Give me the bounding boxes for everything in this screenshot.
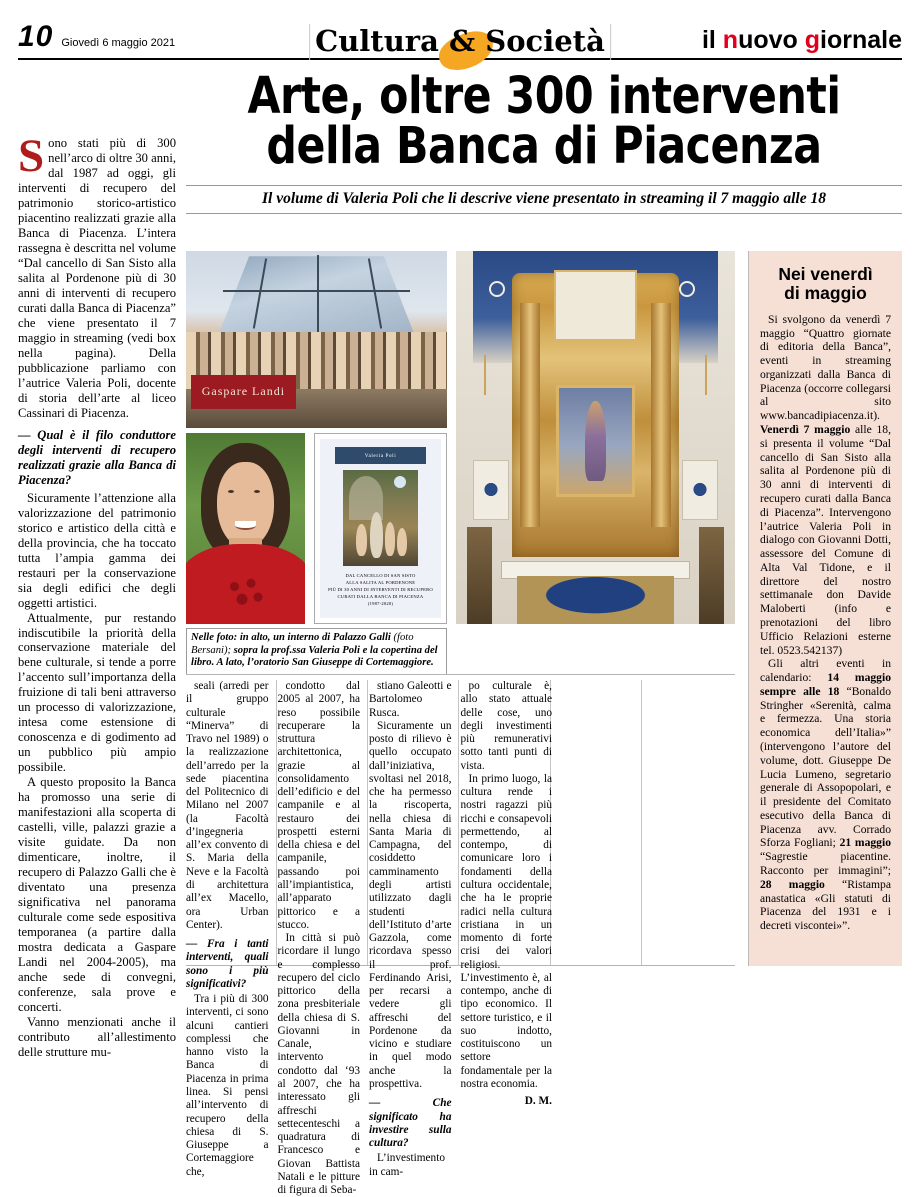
photo-caption-part-1: Nelle foto: in alto, un interno di Palazzo Galli	[191, 632, 394, 643]
page-number: 10	[18, 20, 54, 53]
sidebar-p2-date-28: 28 maggio	[760, 877, 825, 891]
photo-book-cover	[314, 433, 447, 624]
intro-paragraph-2: Sicuramente l’attenzione alla valorizzazione del patrimonio storico e artistico della città e della provincia, che ha toccato tutta l’ampia gamma dei restauri per la conservazione sia degli edifici che degli oggetti artistici.	[18, 490, 176, 610]
sidebar-paragraph-2	[760, 657, 891, 933]
book-cover-artwork	[343, 470, 418, 566]
intro-paragraph-1-text: ono stati più di 300 nell’arco di oltre 30 anni, dal 1987 ad oggi, gli interventi di recupero del patrimonio storico-artistico piacentino realizzati grazie alla Banca di Piacenza. L’intera rassegna è descritta nel volume “Dal cancello di San Sisto alla salita al Pordenone più di 30 anni di interventi di recupero curati dalla Banca di Piacenza” che viene presentato il 7 maggio in streaming (vedi box nella pagina). Della pubblicazione parliamo con l’autrice Valeria Poli, docente di storia dell’arte al liceo Cassinari di Piacenza.	[18, 136, 176, 420]
portrait-necklace	[222, 574, 272, 616]
photo-palazzo-galli	[186, 251, 447, 428]
portrait-face	[217, 462, 274, 548]
oratorio-chandelier-right	[705, 355, 707, 395]
intro-paragraph-4: A questo proposito la Banca ha promosso una serie di manifestazioni alla scoperta di castelli, ville, palazzi grazie a visite guidate. Da non dimenticare, inoltre, il recupero di Palazzo Galli che è diventato una presenza significativa nel panorama culturale come sede espositiva temporanea (a partire dalla mostra dedicata a Gaspare Landi nel 2004-2005), ma anche sede di convegni, conferenze, sala prove e concerti.	[18, 775, 176, 1015]
logo-prefix: il	[701, 26, 723, 54]
section-rule-right	[610, 24, 611, 60]
body-col1-paragraph-1: seali (arredi per il gruppo culturale “Minerva” di Travo nel 1989) o la realizzazione dell’arredo per la sede piacentina del Politecnico di Milano nel 2007 (la Facoltà d’ingegneria all’ex convento di S. Maria della Neve e la Facoltà di architettura all’ex Macello, ora Urban Center).	[186, 680, 269, 931]
body-column-4	[460, 680, 553, 1108]
oratorio-niche	[556, 385, 634, 497]
oratorio-stucco-2	[679, 281, 695, 297]
newspaper-page	[0, 8, 920, 1197]
section-title	[315, 23, 605, 58]
sidebar-p1-date-1: Venerdì 7 maggio	[760, 423, 851, 437]
section-title-part2: Società	[485, 23, 605, 58]
body-separator-top	[186, 674, 735, 675]
book-author: Valeria Poli	[364, 452, 397, 459]
oratorio-door-right	[699, 527, 724, 624]
intro-paragraph-5: Vanno menzionati anche il contributo all’allestimento delle strutture mu-	[18, 1015, 176, 1060]
book-art-figure-3	[385, 522, 396, 557]
headline-block	[186, 67, 902, 214]
masthead-right	[702, 28, 902, 53]
photo-caption-part-2: sopra la prof.ssa Valeria Poli e la copertina del libro. A lato, l’oratorio San Giuseppe di Cortemaggiore.	[191, 644, 438, 668]
sidebar-title-line-1: Nei venerdì	[778, 264, 873, 284]
newspaper-logo[interactable]	[702, 28, 902, 53]
sidebar-title	[760, 265, 891, 303]
oratorio-altar-frontal	[517, 576, 673, 624]
book-title-line-3: PIÙ DI 30 ANNI DI INTERVENTI DI RECUPERO	[328, 587, 433, 593]
body-column-2	[277, 680, 370, 1197]
photo-caption	[186, 628, 447, 675]
photo-oratorio-san-giuseppe	[456, 251, 735, 624]
sidebar-p2-date-14: 14 maggio sempre alle 18	[760, 671, 891, 698]
headline-subhead: Il volume di Valeria Poli che li descrive viene presentato in streaming il 7 maggio alle 18	[186, 185, 902, 214]
intro-question-1: — Qual è il filo conduttore degli interventi di recupero realizzati grazie alla Banca di Piacenza?	[18, 427, 176, 487]
oratorio-chandelier-left	[484, 355, 486, 395]
book-art-moon	[394, 476, 406, 488]
photo-caption-credit: (foto Bersani);	[191, 632, 414, 656]
sidebar-p1-a: Si svolgono da venerdì 7 maggio “Quattro giornate di editoria della Banca”, eventi in streaming organizzati dalla Banca di Piacenza (occorre collegarsi al sito www.bancadipiacenza.it).	[760, 312, 891, 423]
body-col2-paragraph-2: In città si può ricordare il lungo e complesso recupero del ciclo pittorico della zona presbiteriale della chiesa di S. Giovanni in Canale, intervento condotto dal ‘93 al 2007, che ha interessato gli affreschi settecenteschi a quadratura di Francesco e Giovan Battista Natali e le pitture di figura di Seba-	[277, 932, 360, 1197]
headline-line-2: della Banca di Piacenza	[266, 117, 822, 177]
sidebar-p1-c: alle 18, si presenta il volume “Dal cancello di San Sisto alla salita al Pordenone più di 30 anni di interventi di recupero curati dalla Banca di Piacenza”. Intervengono l’autrice Valeria Poli in dialogo con Giovanni Dotti, assessore del Comune di Alta Val Tidone, e il direttore del nostro settimanale don Davide Maloberti (info e prenotazioni del libro Ufficio Relazioni esterne tel. 0523.542137)	[760, 423, 891, 657]
book-title-line-5: (1987-2020)	[367, 601, 394, 607]
body-col4-paragraph-1: po culturale è, allo stato attuale delle cose, uno degli investimenti più remunerativi sotto tanti punti di vista.	[460, 680, 552, 772]
body-column-1	[186, 680, 278, 1178]
oratorio-column-right	[651, 303, 671, 527]
body-col1-question: — Fra i tanti interventi, quali sono i più significativi?	[186, 938, 269, 990]
sidebar-box-nei-venerdi	[748, 251, 902, 966]
sidebar-p2-date-21: 21 maggio	[839, 836, 891, 850]
palazzo-mullion-4	[223, 290, 411, 292]
body-columns	[186, 680, 735, 1197]
body-col3-paragraph-2: Sicuramente un posto di rilievo è quello occupato dall’iniziativa, svoltasi nel 2018, che ha permesso la riscoperta, nella chiesa di Santa Maria di Campagna, del cosiddetto camminamento degli artisti utilizzato dagli studenti dell’Istituto d’arte Gazzola, come ricordava spesso il prof. Ferdinando Arisi, per recarsi a vedere gli affreschi del Pordenone da vicino e studiare in quel modo anche la prospettiva.	[369, 719, 452, 1090]
book-art-figure-1	[356, 524, 367, 557]
intro-paragraph-3: Attualmente, pur restando indiscutibile la priorità della conservazione materiale del bene culturale, si tende a porre l’accento sull’importanza della fruizione di tali beni attraverso un processo di valorizzazione, intesa come estensione di conoscenza e di godimento ad un pubblico più ampio possibile.	[18, 610, 176, 775]
sidebar-paragraph-1	[760, 313, 891, 658]
body-col3-question: — Che significato ha investire sulla cultura?	[369, 1097, 452, 1150]
body-col2-paragraph-1: condotto dal 2005 al 2007, ha reso possibile recuperare la struttura architettonica, grazie al consolidamento dell’edificio e del campanile e al restauro dei prospetti esterni della chiesa e del campanile, passando poi all’impiantistica, all’apparato pittorico e a stucco.	[277, 680, 360, 931]
palazzo-sign-text: Gaspare Landi	[201, 384, 286, 399]
book-author-band	[335, 447, 427, 464]
sidebar-p2-c: “Bonaldo Stringher «Serenità, calma e fermezza. Una storia economica dell’Italia»” (intervengono l’autore del volume, dott. Giuseppe De Lucia Lumeno, segretario generale di Assopopolari, e il presidente del Comitato esecutivo della Banca di Piacenza avv. Corrado Sforza Fogliani;	[760, 684, 891, 850]
drop-cap: S	[18, 130, 45, 182]
photo-valeria-poli	[186, 433, 305, 624]
body-col1-paragraph-2: Tra i più di 300 interventi, ci sono alcuni cantieri complessi che hanno visto la Banca di Piacenza in prima linea. Si pensi all’intervento di recupero della chiesa di S. Giuseppe a Cortemaggiore che,	[186, 993, 269, 1178]
oratorio-inscription-tablet	[554, 270, 638, 341]
sidebar-p2-g: “Ristampa anastatica «Gli statuti di Piacenza del 1931 e i decreti viscontei»”.	[760, 877, 891, 933]
palazzo-mullion-1	[317, 255, 319, 333]
logo-letter-g: g	[804, 26, 821, 54]
oratorio-wall-panel-left	[473, 460, 509, 520]
section-rule-left	[309, 24, 310, 60]
book-cover-inner	[320, 439, 441, 618]
body-col3-paragraph-3: L’investimento in cam-	[369, 1152, 445, 1178]
book-art-figure-2	[370, 512, 383, 558]
section-title-area	[311, 23, 609, 58]
intro-paragraph-1	[18, 130, 176, 421]
intro-column	[18, 130, 176, 1060]
palazzo-exhibition-sign	[191, 375, 295, 409]
sidebar-p2-a: Gli altri eventi in calendario:	[760, 657, 891, 685]
section-title-part1: Cultura	[315, 23, 439, 58]
book-title-line-2: ALLA SALITA AL PORDENONE	[345, 580, 416, 586]
book-title-line-4: CURATI DALLA BANCA DI PIACENZA	[337, 594, 424, 600]
publication-date: Giovedì 6 maggio 2021	[61, 37, 176, 49]
sidebar-title-line-2: di maggio	[784, 282, 867, 303]
oratorio-door-left	[467, 527, 492, 624]
oratorio-wall-panel-right	[682, 460, 718, 520]
headline-line-1: Arte, oltre 300 interventi	[247, 67, 841, 126]
body-col4-paragraph-2: In primo luogo, la cultura rende i nostri ragazzi più ricchi e consapevoli permettendo, al contempo, di comunicare loro i fondamenti della cultura occidentale, che ha le proprie radici nella cultura cristiana in un momento di forte crisi dei valori religiosi. L’investimento è, al contempo, anche di tipo economico. Il settore turistico, e il suo indotto, costituiscono un settore fondamentale per la nostra economia.	[460, 772, 552, 1090]
body-col3-paragraph-1: stiano Galeotti e Bartolomeo Rusca.	[369, 680, 452, 719]
book-art-figure-4	[397, 528, 407, 557]
logo-letter-n: n	[722, 26, 739, 54]
body-column-3	[369, 680, 461, 1178]
sidebar-body	[760, 313, 891, 933]
masthead	[18, 8, 902, 60]
logo-iornale: iornale	[820, 26, 902, 54]
book-title-line-1: DAL CANCELLO DI SAN SISTO	[345, 573, 416, 578]
sidebar-p2-e: “Sagrestie piacentine. Racconto per immagini”;	[760, 850, 891, 878]
logo-uovo: uovo	[738, 26, 805, 54]
book-title-block	[327, 572, 433, 608]
masthead-left	[18, 22, 175, 52]
oratorio-column-left	[520, 303, 540, 527]
article-signature: D. M.	[524, 1095, 552, 1108]
section-title-ampersand: &	[448, 23, 476, 58]
oratorio-statue-saint-joseph	[585, 401, 605, 481]
